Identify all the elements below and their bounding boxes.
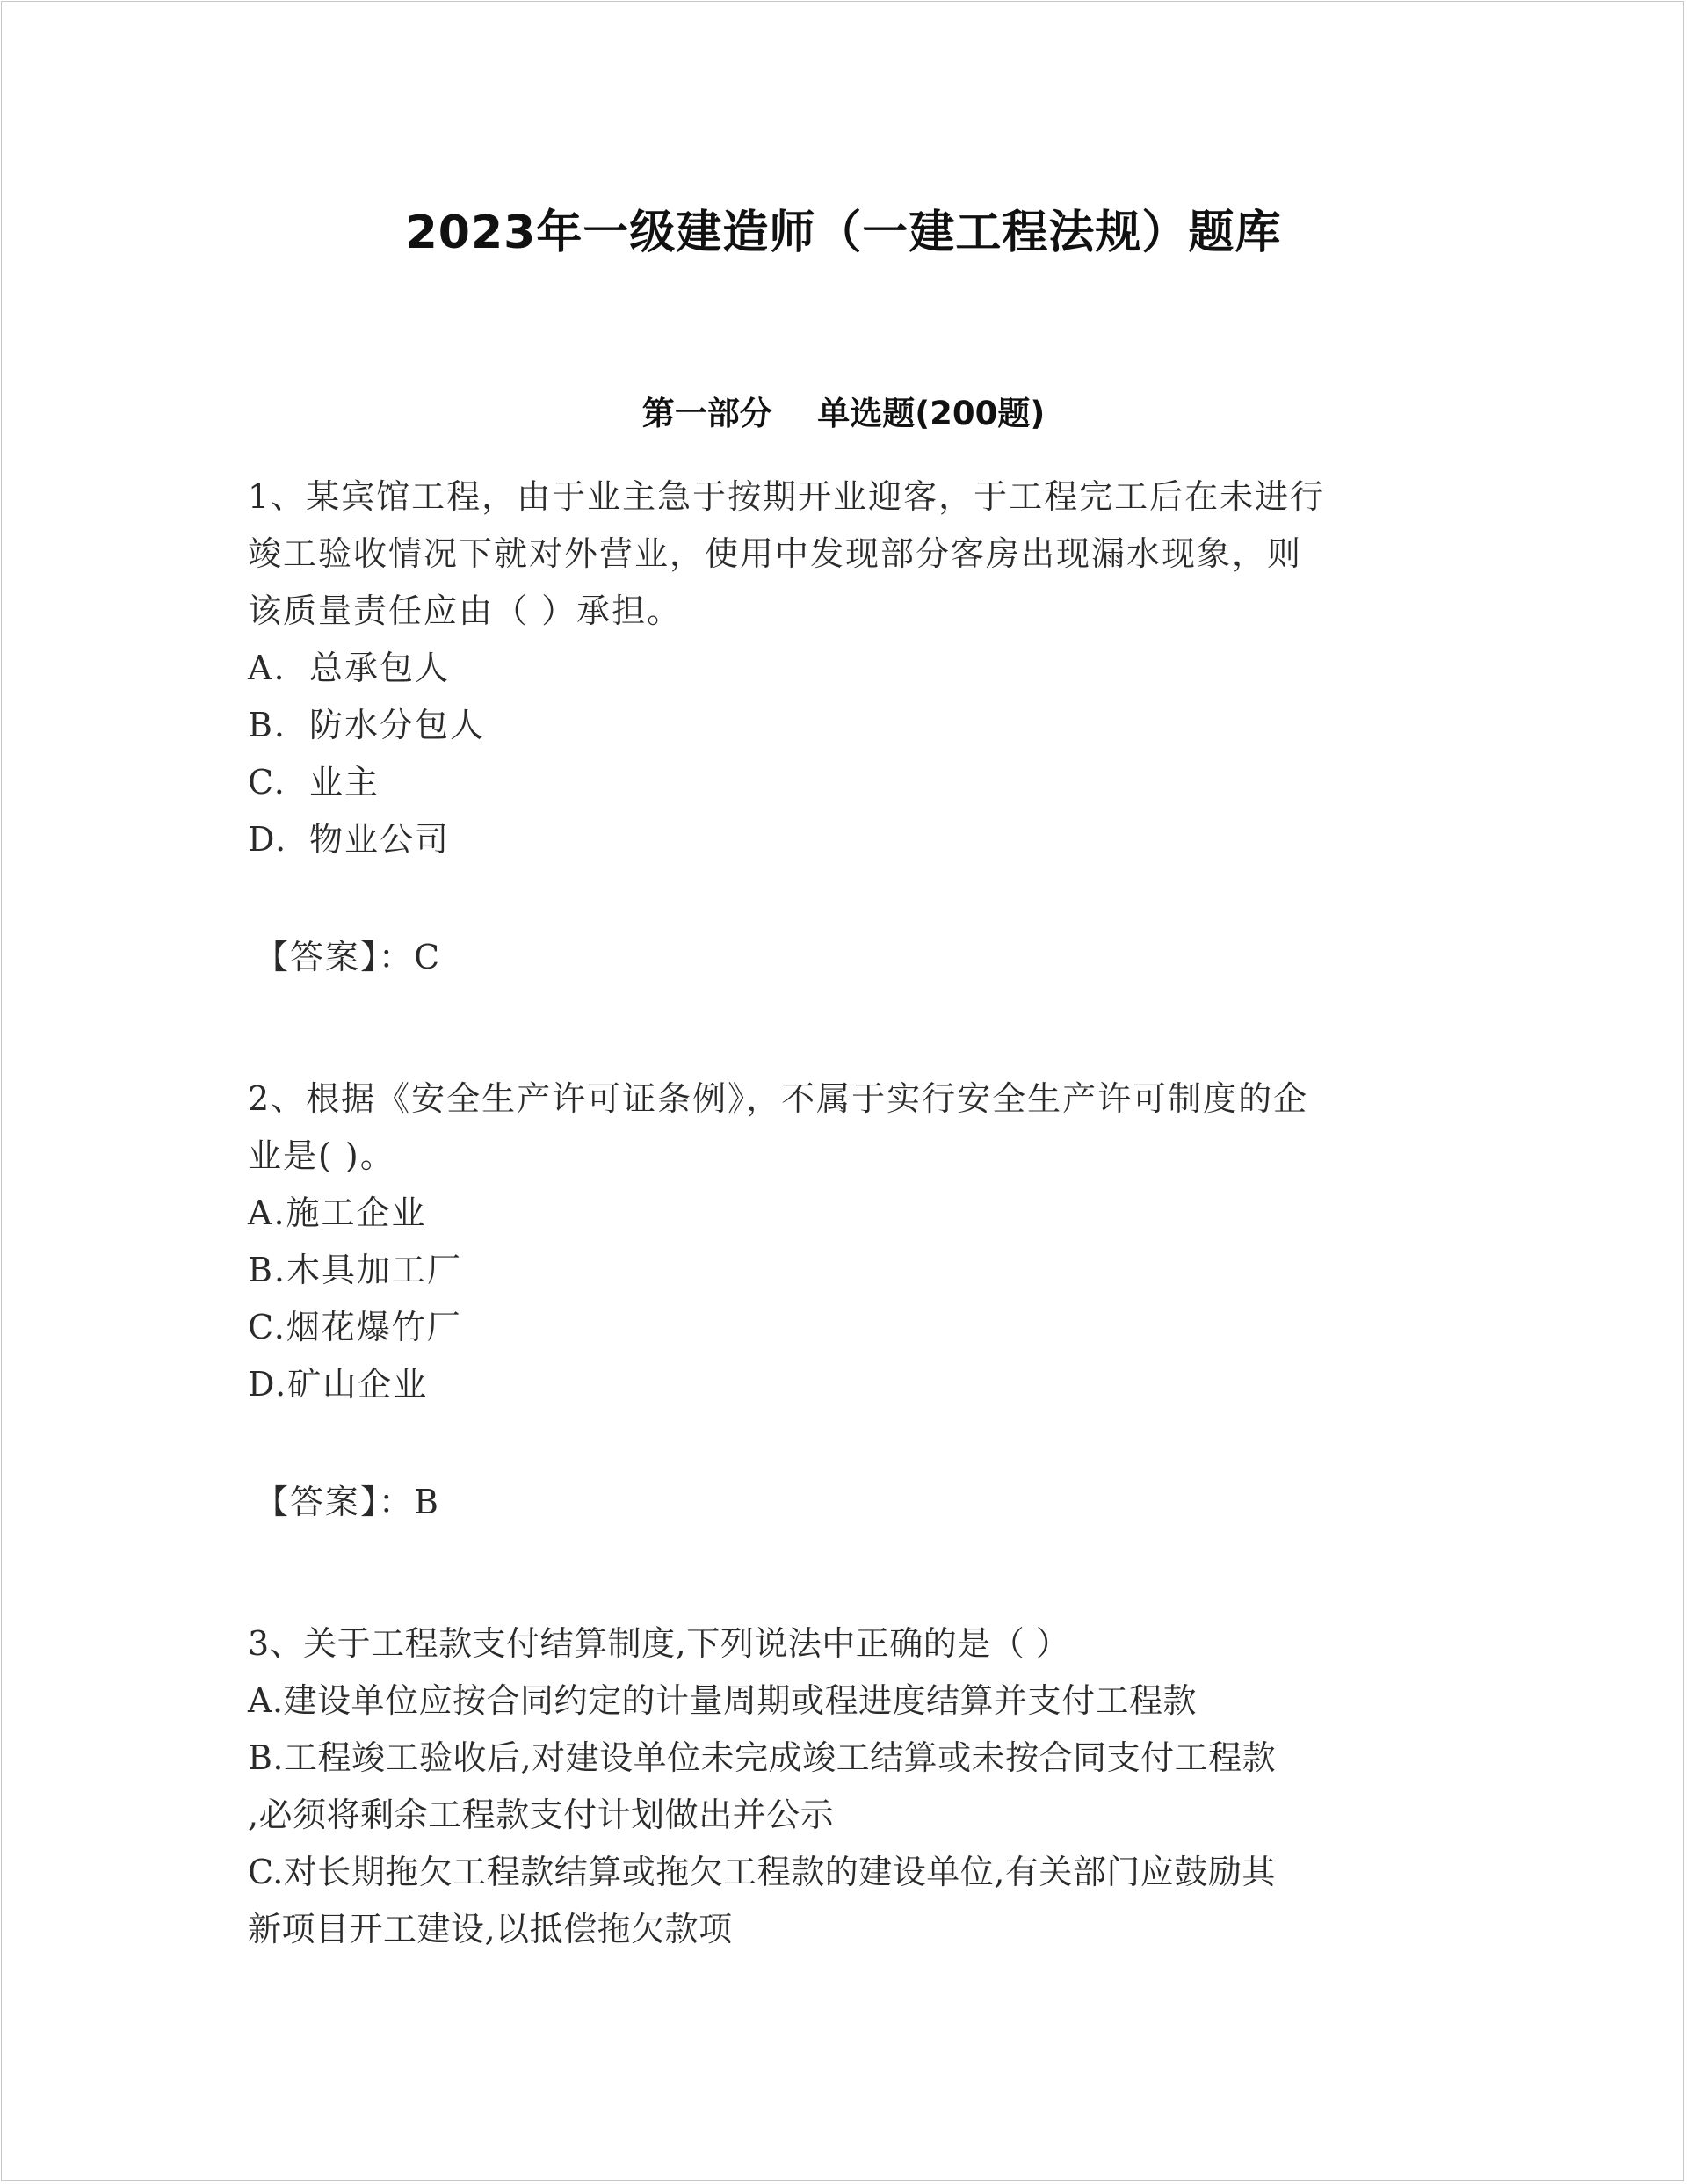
option-text: 物业公司 [309,820,451,859]
answer-text: 【答案】：C [255,938,442,976]
question-3 [248,1615,1430,1958]
section-heading: 第一部分 单选题(200题) [641,395,1046,432]
option-c: C.对长期拖欠工程款结算或拖欠工程款的建设单位,有关部门应鼓励其 [248,1853,1276,1891]
question-stem-line: 竣工验收情况下就对外营业，使用中发现部分客房出现漏水现象，则 [248,534,1303,573]
question-stem-line: 该质量责任应由（ ）承担。 [248,591,683,630]
question-stem-line: 3、关于工程款支付结算制度,下列说法中正确的是（ ） [248,1624,1070,1663]
option-d: D.矿山企业 [248,1365,429,1404]
question-stem-line: 1、某宾馆工程，由于业主急于按期开业迎客，于工程完工后在未进行 [248,477,1326,516]
document-title: 2023年一级建造师（一建工程法规）题库 [405,207,1282,259]
option-text: 防水分包人 [309,706,486,744]
question-1 [248,468,1430,868]
answer-2 [248,1474,1430,1531]
option-a [248,640,1430,697]
option-letter: A. [248,649,286,687]
option-c [248,754,1430,811]
question-stem-line: 业是( )。 [248,1136,395,1175]
option-d [248,811,1430,868]
question-stem-line: 2、根据《安全生产许可证条例》，不属于实行安全生产许可制度的企 [248,1079,1309,1118]
option-letter: C. [248,763,286,802]
option-c-continued: 新项目开工建设,以抵偿拖欠款项 [248,1910,733,1948]
option-b-continued: ,必须将剩余工程款支付计划做出并公示 [248,1796,835,1834]
answer-1 [248,929,1430,986]
option-b [248,697,1430,754]
option-a: A.建设单位应按合同约定的计量周期或程进度结算并支付工程款 [248,1681,1198,1720]
option-text: 总承包人 [309,649,451,687]
option-b: B.木具加工厂 [248,1251,463,1289]
answer-text: 【答案】：B [255,1483,440,1521]
option-b: B.工程竣工验收后,对建设单位未完成竣工结算或未按合同支付工程款 [248,1738,1277,1777]
option-a: A.施工企业 [248,1194,427,1232]
option-text: 业主 [309,763,380,802]
option-c: C.烟花爆竹厂 [248,1308,462,1346]
option-letter: B. [248,706,287,744]
option-letter: D. [248,820,288,859]
question-2 [248,1070,1430,1413]
